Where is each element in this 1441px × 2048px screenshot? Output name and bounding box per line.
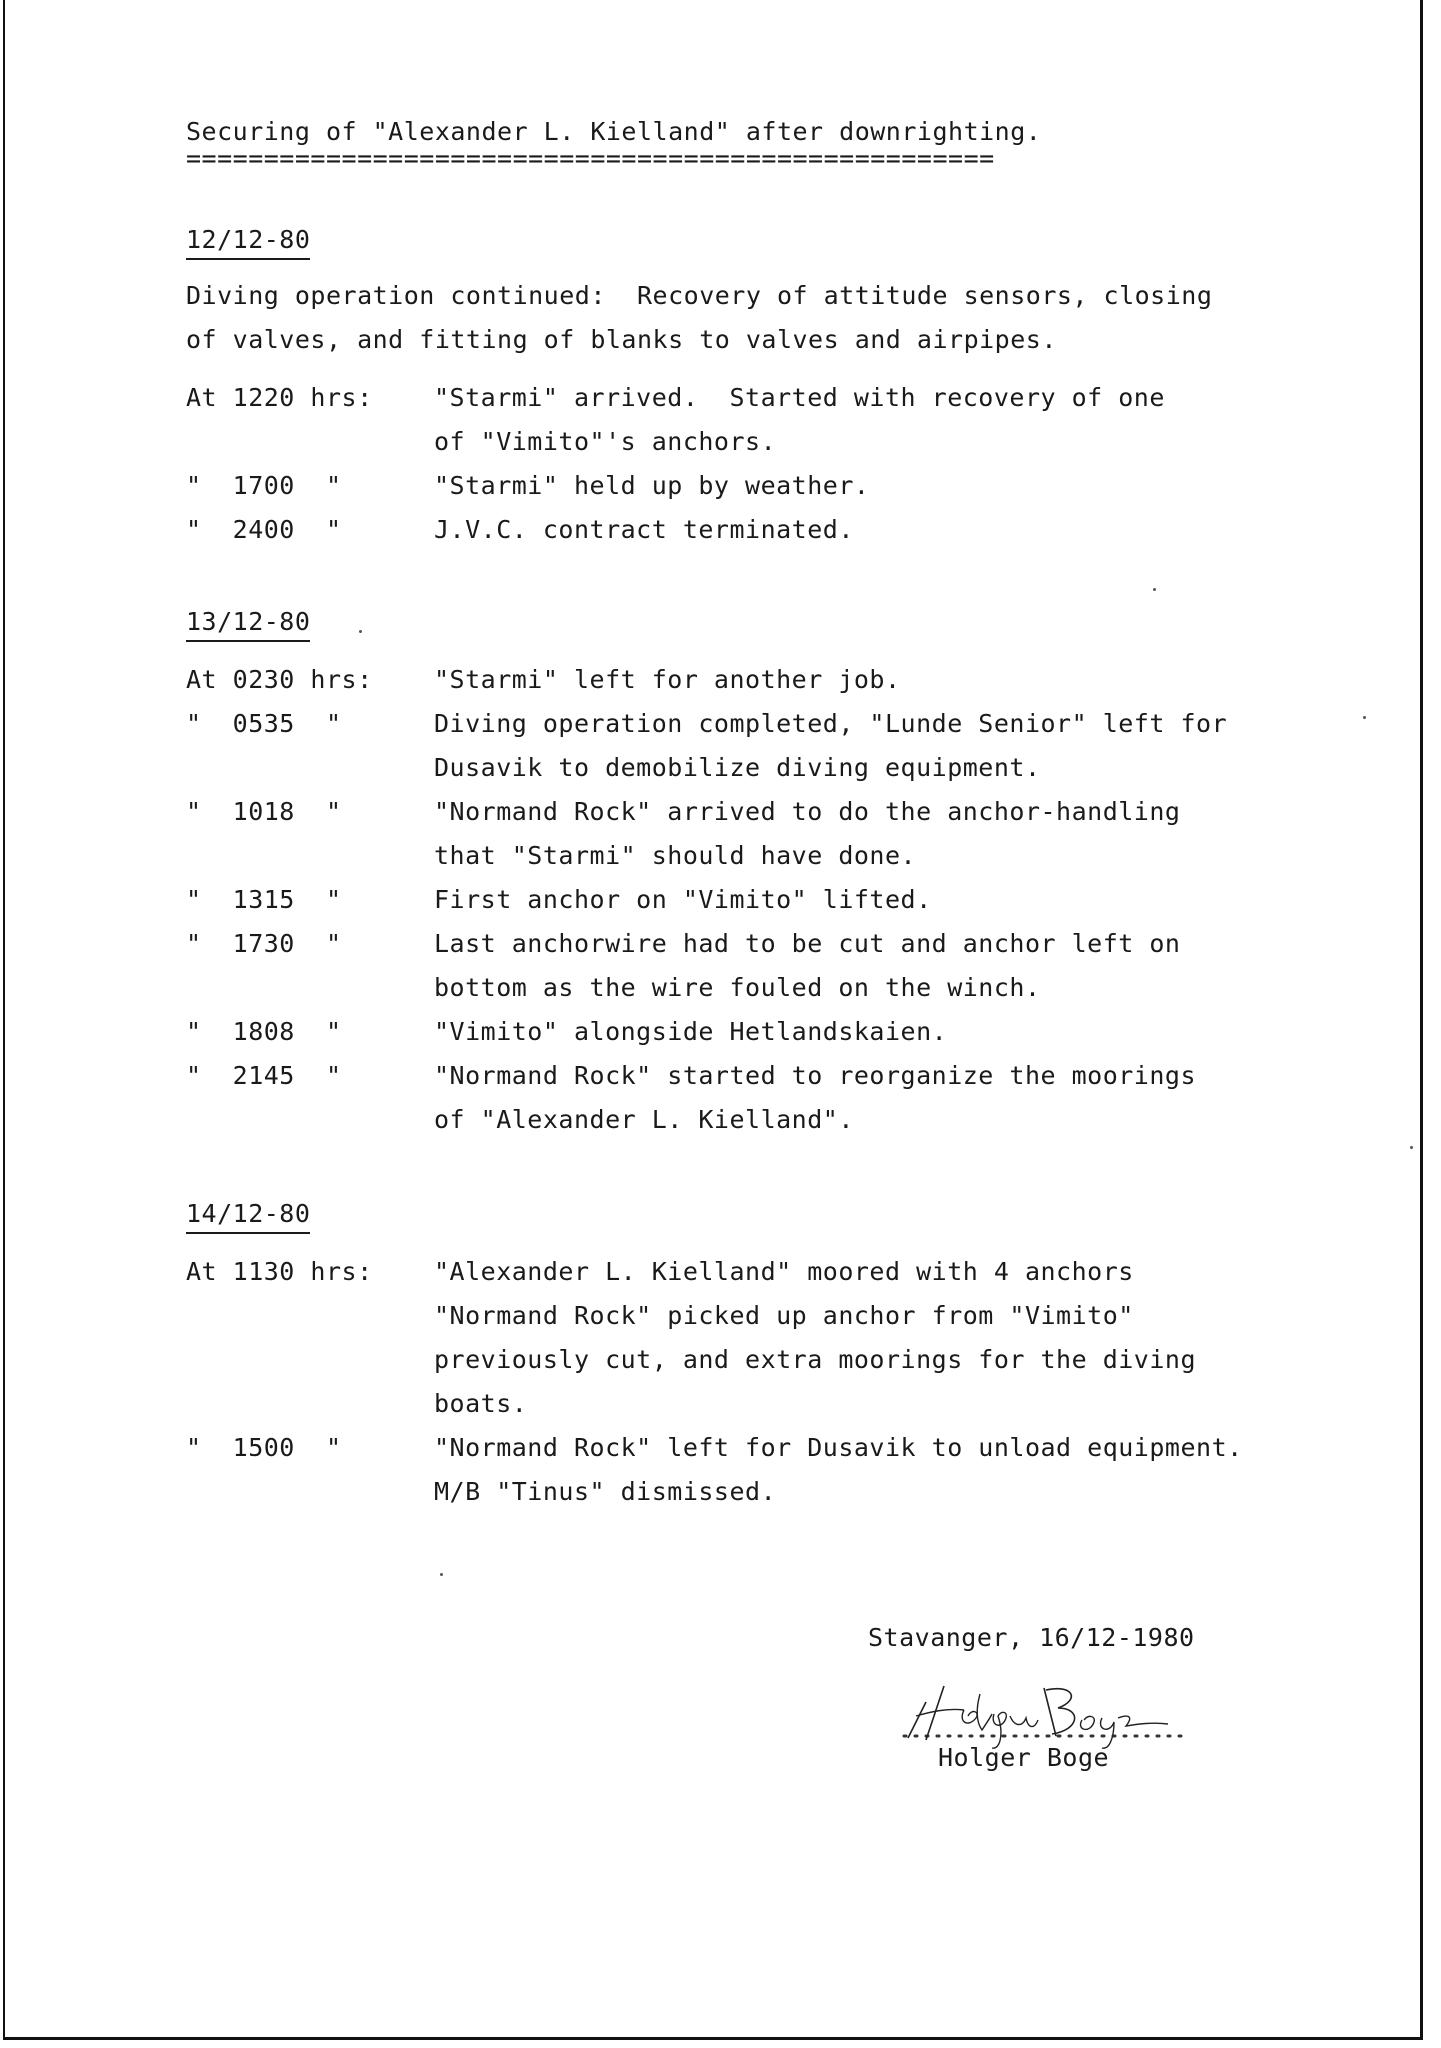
entry-line: "Starmi" arrived. Started with recovery of one [434,383,1165,412]
log-section-14-12-80 [186,1192,1386,1514]
entry-time: " 1700 " [186,471,342,500]
log-entries [186,376,1386,552]
log-entry [186,1010,1386,1054]
entry-line: that "Starmi" should have done. [434,841,917,870]
entry-text [434,376,1386,464]
entry-line: "Alexander L. Kielland" moored with 4 anchors [434,1257,1134,1286]
entry-line: boats. [434,1389,528,1418]
entry-time: " 1018 " [186,797,342,826]
entry-time: " 0535 " [186,709,342,738]
entry-text [434,1054,1386,1142]
scan-speck [1363,716,1366,719]
signature-block [868,1616,1195,1772]
entry-line: previously cut, and extra moorings for the diving [434,1345,1197,1374]
log-entry [186,922,1386,1010]
entry-time: " 1808 " [186,1017,342,1046]
entry-time: " 1500 " [186,1433,342,1462]
entry-time: " 2400 " [186,515,342,544]
log-entry [186,508,1386,552]
entry-line: "Vimito" alongside Hetlandskaien. [434,1017,948,1046]
section-date: 13/12-80 [186,604,310,642]
entry-line: "Normand Rock" arrived to do the anchor-handling [434,797,1181,826]
section-date: 12/12-80 [186,222,310,260]
section-date: 14/12-80 [186,1196,310,1234]
entry-text [434,702,1386,790]
entry-time: " 1730 " [186,929,342,958]
scan-speck [1410,1146,1413,1149]
entry-text [434,922,1386,1010]
entry-text [434,1010,1386,1054]
log-entry [186,464,1386,508]
entry-line: "Starmi" left for another job. [434,665,901,694]
scan-speck [359,630,362,633]
entry-text [434,658,1386,702]
entry-text [434,508,1386,552]
entry-line: Last anchorwire had to be cut and anchor left on [434,929,1181,958]
entry-text [434,1250,1386,1426]
entry-line: of "Vimito"'s anchors. [434,427,777,456]
entry-line: "Starmi" held up by weather. [434,471,870,500]
entry-line: Dusavik to demobilize diving equipment. [434,753,1041,782]
title-underline-rule: ==================================================== [186,144,995,173]
log-section-13-12-80 [186,600,1386,1142]
entry-time: " 1315 " [186,885,342,914]
entry-line: J.V.C. contract terminated. [434,515,854,544]
entry-time: " 2145 " [186,1061,342,1090]
log-section-12-12-80 [186,218,1386,552]
scan-speck [1153,588,1156,591]
entry-line: "Normand Rock" left for Dusavik to unload equipment. [434,1433,1243,1462]
log-entry [186,1250,1386,1426]
entry-line: of "Alexander L. Kielland". [434,1105,854,1134]
signer-name: Holger Boge [938,1743,1110,1772]
entry-text [434,878,1386,922]
document-title: Securing of "Alexander L. Kielland" after downrighting. [186,117,1042,146]
entry-line: Diving operation completed, "Lunde Senior" left for [434,709,1228,738]
log-entry [186,790,1386,878]
entry-line: "Normand Rock" started to reorganize the moorings [434,1061,1197,1090]
section-paragraph [186,274,1366,362]
log-entry [186,658,1386,702]
document-body [186,110,1386,1514]
scan-speck [440,1573,443,1576]
entry-time: At 0230 hrs: [186,665,373,694]
log-entry [186,1054,1386,1142]
entry-line: "Normand Rock" picked up anchor from "Vimito" [434,1301,1134,1330]
log-entries [186,1250,1386,1514]
place-and-date: Stavanger, 16/12-1980 [868,1623,1195,1652]
log-entry [186,1426,1386,1514]
paragraph-line: Diving operation continued: Recovery of attitude sensors, closing [186,281,1213,310]
log-entry [186,376,1386,464]
paragraph-line: of valves, and fitting of blanks to valves and airpipes. [186,325,1057,354]
log-entries [186,658,1386,1142]
entry-time: At 1130 hrs: [186,1257,373,1286]
entry-text [434,464,1386,508]
entry-line: First anchor on "Vimito" lifted. [434,885,932,914]
log-entry [186,878,1386,922]
entry-text [434,1426,1386,1514]
log-entry [186,702,1386,790]
entry-line: M/B "Tinus" dismissed. [434,1477,777,1506]
entry-time: At 1220 hrs: [186,383,373,412]
entry-line: bottom as the wire fouled on the winch. [434,973,1041,1002]
entry-text [434,790,1386,878]
